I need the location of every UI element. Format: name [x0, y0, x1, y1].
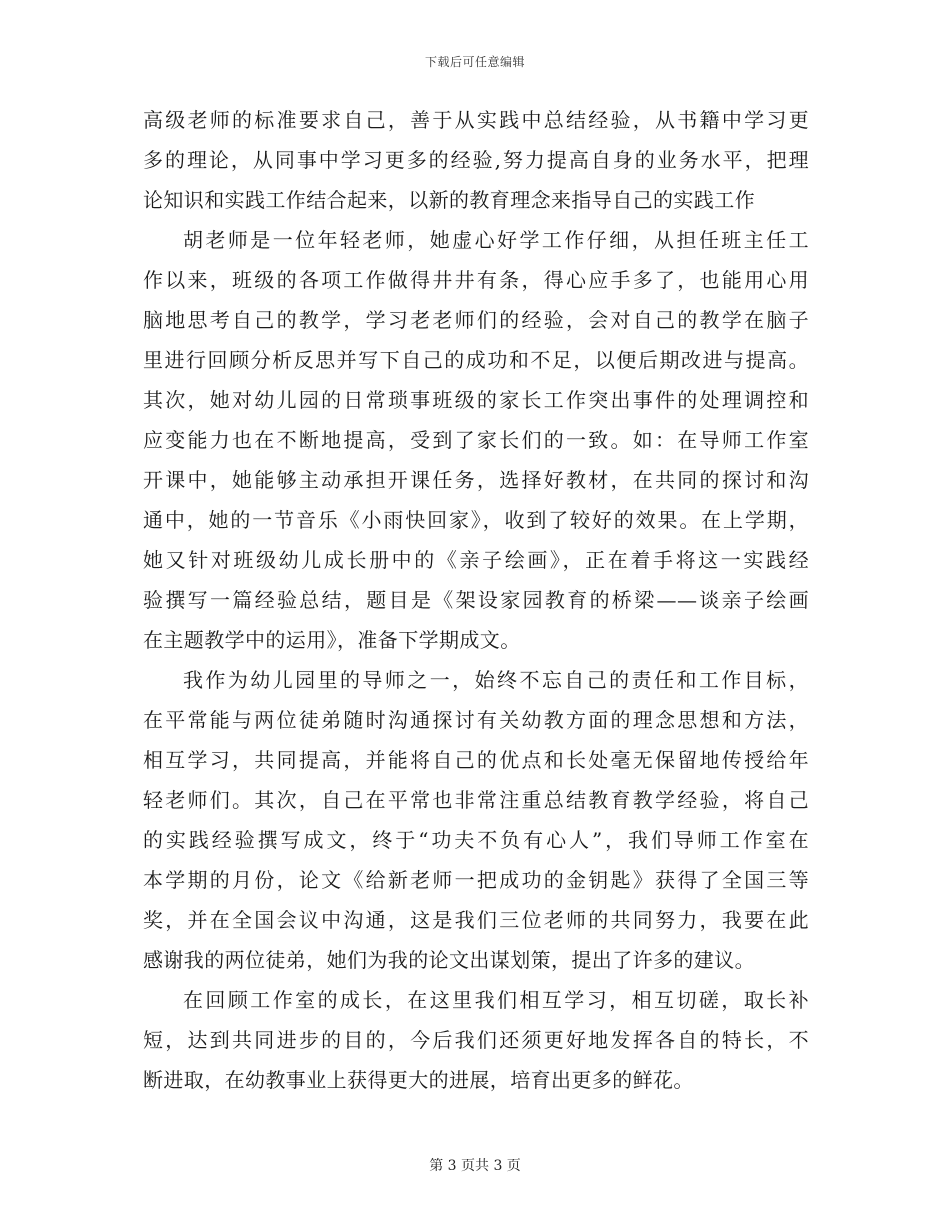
- text-line: 论知识和实践工作结合起来，以新的教育理念来指导自己的实践工作: [143, 188, 755, 212]
- text-line: 应变能力也在不断地提高，受到了家长们的一致。如：在导师工作室: [143, 428, 809, 452]
- text-line: 奖，并在全国会议中沟通，这是我们三位老师的共同努力，我要在此: [143, 908, 809, 932]
- text-line: 通中，她的一节音乐《小雨快回家》，收到了较好的效果。在上学期，: [143, 508, 809, 532]
- text-line: 脑地思考自己的教学，学习老老师们的经验，会对自己的教学在脑子: [143, 308, 809, 332]
- text-line: 相互学习，共同提高，并能将自己的优点和长处毫无保留地传授给年: [143, 748, 809, 772]
- paragraph: [143, 980, 809, 1100]
- text-line: 多的理论，从同事中学习更多的经验,努力提高自身的业务水平，把理: [143, 148, 809, 172]
- text-line: 里进行回顾分析反思并写下自己的成功和不足，以便后期改进与提高。: [143, 348, 809, 372]
- paragraph: [143, 220, 809, 660]
- paragraph: [143, 660, 809, 980]
- text-line: 短，达到共同进步的目的，今后我们还须更好地发挥各自的特长，不: [143, 1028, 809, 1052]
- page-footer: 第 3 页共 3 页: [429, 1158, 521, 1174]
- text-line: 开课中，她能够主动承担开课任务，选择好教材，在共同的探讨和沟: [143, 468, 809, 492]
- text-line: 验撰写一篇经验总结，题目是《架设家园教育的桥梁——谈亲子绘画: [143, 588, 809, 612]
- text-line: 在平常能与两位徒弟随时沟通探讨有关幼教方面的理念思想和方法，: [143, 708, 809, 732]
- text-line: 我作为幼儿园里的导师之一，始终不忘自己的责任和工作目标，: [183, 668, 809, 692]
- text-line: 她又针对班级幼儿成长册中的《亲子绘画》，正在着手将这一实践经: [143, 548, 809, 572]
- text-line: 作以来，班级的各项工作做得井井有条，得心应手多了，也能用心用: [143, 268, 809, 292]
- text-line: 在回顾工作室的成长，在这里我们相互学习，相互切磋，取长补: [183, 988, 809, 1012]
- document-body: [143, 100, 809, 1100]
- text-line: 其次，她对幼儿园的日常琐事班级的家长工作突出事件的处理调控和: [143, 388, 809, 412]
- text-line: 轻老师们。其次，自己在平常也非常注重总结教育教学经验，将自己: [143, 788, 809, 812]
- text-line: 本学期的月份，论文《给新老师一把成功的金钥匙》获得了全国三等: [143, 868, 809, 892]
- page-header: 下载后可任意编辑: [424, 55, 525, 69]
- paragraph: [143, 100, 809, 220]
- text-line: 在主题教学中的运用》，准备下学期成文。: [143, 628, 521, 652]
- text-line: 的实践经验撰写成文，终于“功夫不负有心人”，我们导师工作室在: [143, 828, 809, 852]
- text-line: 胡老师是一位年轻老师，她虚心好学工作仔细，从担任班主任工: [183, 228, 809, 252]
- text-line: 感谢我的两位徒弟，她们为我的论文出谋划策，提出了许多的建议。: [143, 948, 755, 972]
- text-line: 断进取，在幼教事业上获得更大的进展，培育出更多的鲜花。: [143, 1068, 694, 1092]
- text-line: 高级老师的标准要求自己，善于从实践中总结经验，从书籍中学习更: [143, 108, 809, 132]
